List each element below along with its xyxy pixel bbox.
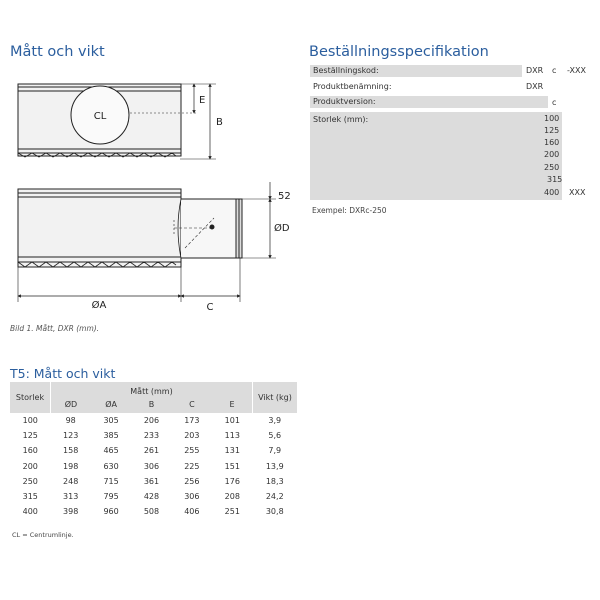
table-row [10,474,297,489]
table-cell: 151 [224,461,240,471]
label-e: E [199,95,206,106]
table-cell: 225 [184,461,200,471]
table-cell: 428 [143,492,160,502]
header-col-e: E [212,398,252,413]
table-cell: 5,6 [268,431,282,441]
table-cell: 208 [224,492,240,502]
table-cell: 315 [22,492,38,502]
size-option: 250 [544,163,560,172]
table-row [10,428,297,443]
table-cell: 630 [103,461,119,471]
dimensions-table [10,382,297,519]
label-oa: ØA [91,300,107,311]
order-code-value: DXR [526,66,544,75]
table-cell: 398 [63,507,79,517]
table-body [10,413,297,519]
table-cell: 198 [63,461,79,471]
table-cell: 385 [103,431,119,441]
table-cell: 100 [22,416,38,426]
table-cell: 13,9 [265,461,284,471]
table-cell: 200 [22,461,38,471]
table-cell: 125 [22,431,38,441]
table-cell: 173 [184,416,200,426]
table-cell: 406 [184,507,200,517]
table-cell: 131 [224,446,240,456]
order-code-label: Beställningskod: [313,66,379,75]
table-cell: 795 [103,492,119,502]
product-version-value: c [552,98,557,107]
header-size: Storlek [10,382,51,413]
table-cell: 160 [22,446,38,456]
table-cell: 7,9 [268,446,282,456]
table-cell: 206 [143,416,160,426]
table-cell: 113 [224,431,240,441]
label-cl: CL [93,111,107,122]
table-cell: 98 [65,416,76,426]
table-cell: 313 [63,492,79,502]
size-option: 315 [547,175,563,184]
table-cell: 306 [143,461,160,471]
table-row [10,443,297,458]
table-cell: 255 [184,446,200,456]
table-cell: 715 [103,476,119,486]
label-b: B [216,117,223,128]
table-cell: 18,3 [265,476,284,486]
product-name-value: DXR [526,82,544,91]
table-cell: 305 [103,416,119,426]
table-cell: 101 [224,416,240,426]
header-weight: Vikt (kg) [253,382,298,413]
header-dimensions: Mått (mm) [51,382,253,398]
table-cell: 508 [143,507,160,517]
table-cell: 306 [184,492,200,502]
table-cell: 256 [184,476,200,486]
size-option: 160 [544,138,560,147]
label-od: ØD [274,223,290,234]
table-cell: 251 [224,507,240,517]
table-cell: 960 [103,507,119,517]
table-cell: 261 [143,446,160,456]
dimensions-heading: Mått och vikt [10,44,105,60]
table-row [10,459,297,474]
header-col-od: ØD [51,398,91,413]
table-cell: 24,2 [265,492,284,502]
table-cell: 3,9 [268,416,282,426]
header-col-c: C [172,398,212,413]
table-cell: 176 [224,476,240,486]
table-cell: 158 [63,446,79,456]
table-row [10,413,297,428]
table-cell: 248 [63,476,79,486]
table-cell: 203 [184,431,200,441]
order-spec-heading: Beställningsspecifikation [309,44,489,60]
product-version-label: Produktversion: [313,97,376,106]
header-col-b: B [131,398,171,413]
table-cell: 465 [103,446,119,456]
label-52: 52 [278,191,291,202]
label-c: C [206,302,214,313]
table-footnote: CL = Centrumlinje. [12,531,74,539]
table-title: T5: Mått och vikt [10,366,116,381]
table-cell: 30,8 [265,507,284,517]
order-code-version: c [552,66,557,75]
table-row [10,489,297,504]
drawing-caption: Bild 1. Mått, DXR (mm). [10,324,100,333]
order-example: Exempel: DXRc-250 [312,206,387,215]
table-row [10,504,297,519]
order-code-size: -XXX [567,66,586,75]
size-option: 125 [544,126,560,135]
size-placeholder: XXX [569,188,586,197]
header-col-oa: ØA [91,398,131,413]
table-cell: 361 [143,476,160,486]
table-cell: 233 [143,431,160,441]
table-cell: 250 [22,476,38,486]
product-name-label: Produktbenämning: [313,82,392,91]
size-label: Storlek (mm): [313,115,369,124]
table-cell: 400 [22,507,38,517]
table-cell: 123 [63,431,79,441]
size-option: 400 [544,188,560,197]
size-option: 100 [544,114,560,123]
size-option: 200 [544,150,560,159]
